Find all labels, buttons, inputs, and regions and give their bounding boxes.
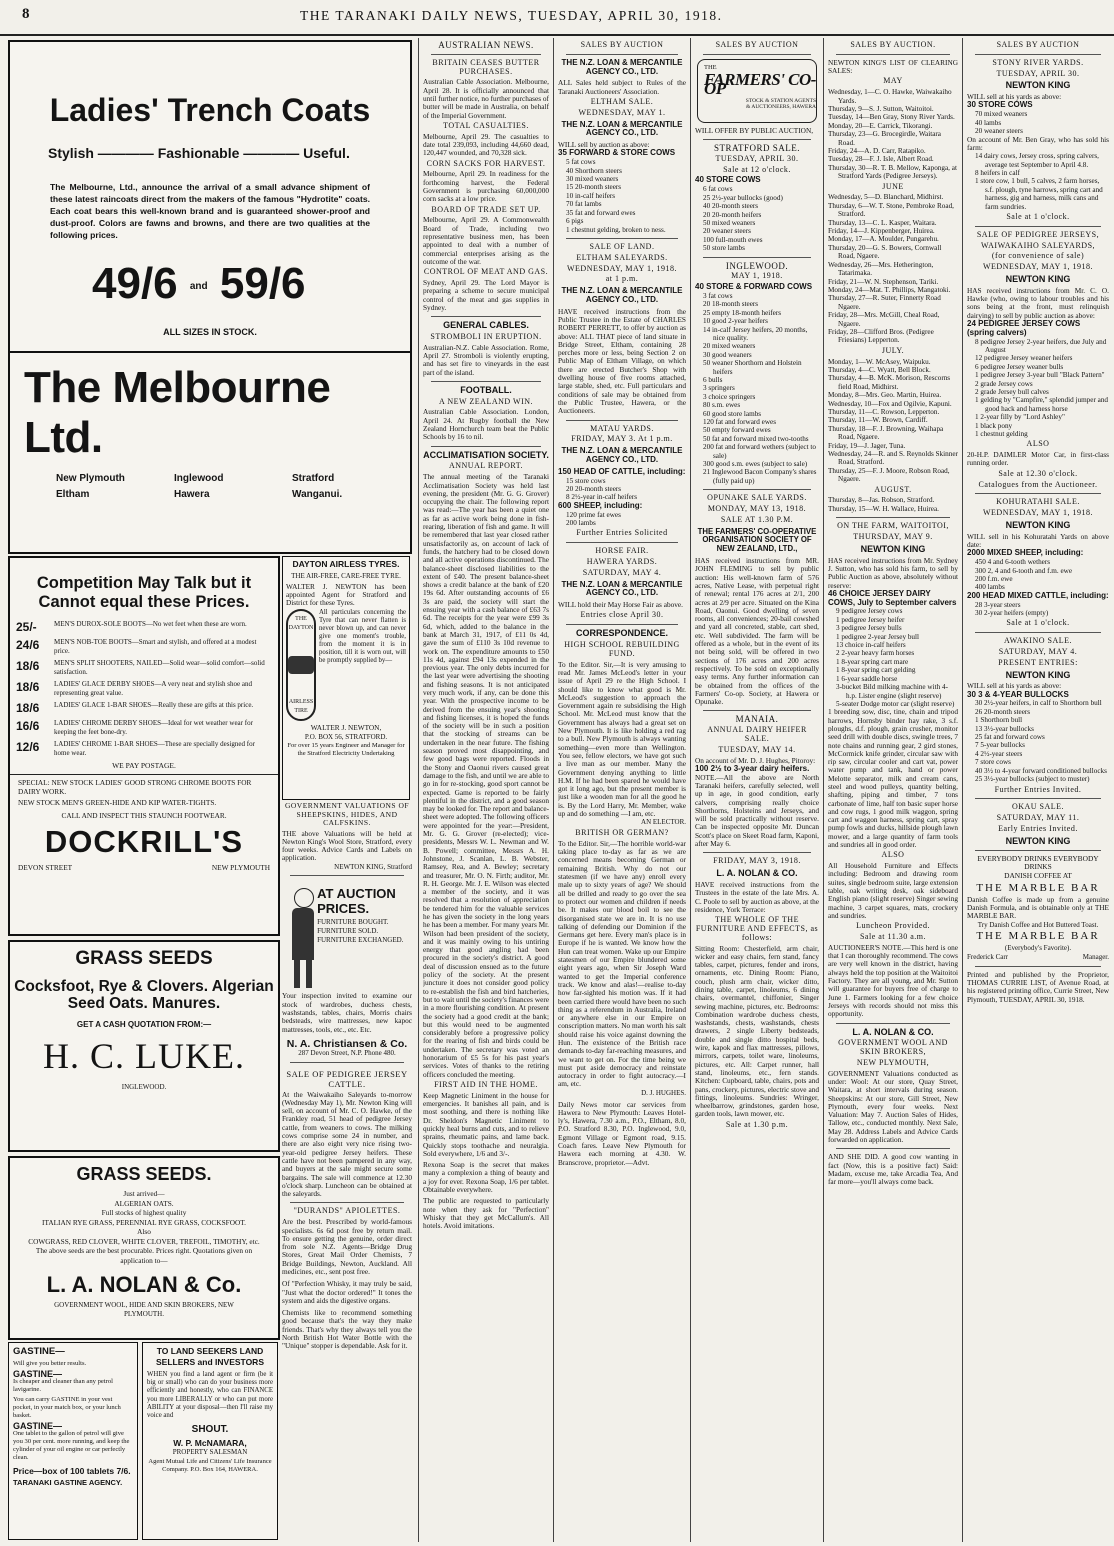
nolan-seeds-foot: GOVERNMENT WOOL, HIDE AND SKIN BROKERS, NEW PLYMOUTH.: [54, 1301, 234, 1318]
mcnamara-head: TO LAND SEEKERS LAND SELLERS and INVESTORS: [155, 1346, 264, 1367]
column-5: SALES BY AUCTION THE FARMERS' CO-OP STOCK & STATION AGENTS & AUCTIONEERS, HAWERA WILL OFFER BY PUBLIC AUCTION, STRATFORD SALE. TUESDAY, APRIL 30. Sale at 12 o'clock. 40 STORE COWS 6 fat cows 25 2½-year bullocks (good) 40 20-month steers 20 20-month heifers 50 mixed weaners 20 weaner steers 100 full-mouth ewes 50 store lambs INGLEWOOD. MAY 1, 1918. 40 STORE & FORWARD COWS 3 fat cows 20 18-month steers 25 empty 18-month heifers 10 good 2-year heifers 14 in-calf Jersey heifers, 20 months, nice quality. 20 mixed weaners 30 good weaners 50 weaner Shorthorn and Holstein heifers 6 bulls 3 springers 3 choice springers 80 s.m. ewes 60 good store lambs 120 fat and forward ewes 50 empty forward ewes 50 fat and forward mixed two-tooths 200 fat and forward wethers (subject to sale) 300 good s.m. ewes (subject to sale) 21 Inglewood Bacon Company's shares (fully paid up) OPUNAKE SALE YARDS. MONDAY, MAY 13, 1918. SALE AT 1.30 P.M. THE FARMERS' CO-OPERATIVE ORGANISATION SOCIETY OF NEW ZEALAND, LTD., HAS received instructions from MR. JOHN FLEMING to sell by public auction: His well-known farm of 576 acres, Native Lease, with perpetual right of renewal; rental 176 acres at 2/1, 200 acres at 2/9 per acre. Situated on the Kina Road, Oaonui. Good dwelling of seven rooms, all conveniences; 20-bail cowshed and yard all concreted, stable, cart shed, etc. Well subdivided. The farm will be offered as a whole, but in the event of its not being sold, will be offered in two sections of 176 acres and 200 acres respectively. To be sold on exceptionally easy terms. Any further information can be obtained from the offices of the Farmers' Co-op. Society, at Hawera or Opunake. MANAIA. ANNUAL DAIRY HEIFER SALE. TUESDAY, MAY 14. On account of Mr. D. J. Hughes, Pitoroy: 100 2½ to 3-year dairy heifers. NOTE.—All the above are North Taranaki heifers, carefully selected, well up in age, in good condition, early calvers, comprising really choice Shorthorns, Holsteins and Jerseys, and will be sold practically without reserve. Can be inspected opposite Mr. Duncan Scott's place on Skeet Road farm, Kaponi, after May 6. FRIDAY, MAY 3, 1918. L. A. NOLAN & CO. HAVE received instructions from the Trustees in the estate of the late Mrs. A. C. Poole to sell by auction as above, at the residence, York Terrace: THE WHOLE OF THE FURNITURE AND EFFECTS, as follows: Sitting Room: Chesterfield, arm chair, wicker and easy chairs, fern stand, fancy tables, carpet, pictures, fender and irons, ornaments, etc. Dining Room: Piano, couch, plush arm chair, wicker ditto, dining table, carpet, linoleums, 6 dining chairs, overmantel, chiffonier, Singer sewing machine, pictures, etc. Bedrooms: Combination wardrobe duchess chests, washstands, chests, washstands, chests drawers, 2 single Liberty bedsteads, double and single ditto hospital beds, wire, kapok and flax mattresses, pillows, mirrors, carpets, toilet ware, linoleums, pictures, etc. All: Carpet runner, hall stand, linoleums, etc., fern stands. Kitchen: Cupboard, table, chairs, pots and pans, crockery, pictures, electric stove and fittings, linoleums. Sundries: Wringer, wheelbarrow, grindstones, garden hose, garden tools, lawn mower, etc. Sale at 1.30 p.m.: [695, 40, 819, 1129]
corr-s2: BRITISH OR GERMAN?: [575, 828, 669, 838]
football-b1: Australian Cable Association. London, April 24. At Rugby football the New Zealand Hornchurch team beat the Public Schools by 16 to nil.: [423, 407, 549, 442]
nzloan-firm: THE N.Z. LOAN & MERCANTILE AGENCY CO., LTD.: [561, 286, 683, 304]
nolan-seeds-title: GRASS SEEDS.: [76, 1164, 212, 1184]
waitoitoi-lunch: Luncheon Provided.: [856, 921, 930, 931]
australian-s2: TOTAL CASUALTIES.: [443, 120, 529, 130]
dayton-name: WALTER J. NEWTON,: [310, 723, 382, 733]
durands-head: "DURANDS" APIOLETTES.: [293, 1206, 401, 1216]
newton-king-name: NEWTON KING: [1005, 273, 1071, 284]
newton-king-name: NEWTON KING: [860, 543, 926, 554]
farmers-logo: THE FARMERS' CO-OP STOCK & STATION AGENTS & AUCTIONEERS, HAWERA: [697, 59, 817, 123]
comp-new: NEW STOCK MEN'S GREEN-HIDE AND KIP WATER-TIGHTS.: [18, 798, 217, 807]
stony-yards: STONY RIVER YARDS.: [992, 57, 1084, 67]
govval-sig: NEWTON KING, Stratford: [334, 862, 412, 871]
trench-body: The Melbourne, Ltd., announce the arrival of a small advance shipment of these latest raincoats direct from the makers of the famous "Hydrotite" coats. Each coat bears this well-known brand and is guaranteed shower-proof and dust-proof. Colors are fawns and browns, and there are two qualities at the following prices.: [50, 182, 370, 240]
c7-head: SALES BY AUCTION: [996, 40, 1080, 49]
acclim-b1: The annual meeting of the Taranaki Acclimatisation Society was held last evening, the president (Mr. G. G. Grover) occupying the chair. The following report was read:—The year has been a quiet one as far as active work being done in fish-rearing, liberation of fish and game. It will be remembered that last year closed rather unsatisfactorily as, on account of lack of funds, the hatchery had to be closed down and all active operations discontinued. The balance-sheet disclosed liabilities to the extent of £40. The present balance-sheet shows a credit balance at the bank of £20 19s 6d. After outstanding accounts of £6 3s are paid, the society will start the ensuing year with a cash balance of £63 7s 6d. The receipts for the year were £99 3s 6d, which, added to the balance in the bank at March 31, 1917, of £11 0s 4d, gave the sum of £110 3s 10d revenue to work on. The expenditure amounts to £50 11s 4d, against £94 13s expended in the previous year. The only debts incurred for the last year were advertising the shooting and fishing seasons. It is not anticipated very much work, if any, can be done this year. With the prospective income to be derived from the ensuing year's shooting and fishing licenses, it is hoped the funds of the society will be in such a position that the stocking of streams can be undertaken in the near future. The fishing season proved most disappointing, and few good bags were reported. Floods in the Stony and Oaonui rivers caused great damage to the fish, and until we are able to go in for re-stocking, good sport cannot be expected. Game is reported to be fairly plentiful in the district, and a good season may be looked for. The report and balance-sheet were adopted. The following officers were appointed for the year:—President, Mr. G. G. Grover (re-elected); vice-presidents, Messrs W. L. Newman and W. B. Powell; committee, Messrs A. H. Johnstone, J. Scanlan, L. B. Webster, Ramsey, Rea, and A. Bewley; secretary and treasurer, Mr. O. N. Firth; auditor, Mr. R. H. George. Mr. J. E. Wilson was elected a member of the society, and it was resolved that a resolution of appreciation be tendered him for the valuable services he has given the society in the long years he has been a member. For many years Mr. Wilson had been president of the society, and it was mainly owing to his untiring energy that good angling had been procured in the society's district. A good deal of discussion ensued as to the future policy of the society. At the present juncture it does not consider good policy to re-establish the fish and bird hatcheries, but to wait until the society's finances were in a more flourishing condition. At present the society had a good credit at the bank; but this would need to be augmented considerably before a progressive policy for the rearing of fish and birds could be undertaken. The secretary was voted an honorarium of £5 5s for his past year's services. Votes of thanks to the retiring officers concluded the meeting.: [423, 472, 549, 1079]
ped-sub: WAIWAKAIHO SALEYARDS,: [980, 240, 1096, 250]
corr-head: CORRESPONDENCE.: [575, 628, 668, 639]
gray-time: Sale at 1 o'clock.: [1006, 211, 1070, 221]
gastine-ad: [8, 1342, 138, 1540]
mcnamara-name: W. P. McNAMARA,: [173, 1438, 247, 1449]
comp-special: SPECIAL: NEW STOCK LADIES' GOOD STRONG CHROME BOOTS FOR DAIRY WORK.: [18, 778, 252, 796]
stratford-lot: 40 STORE COWS: [695, 175, 761, 185]
ped-car: 20-H.P. DAIMLER Motor Car, in first-class running order.: [967, 450, 1109, 468]
melbourne-name: The Melbourne Ltd.: [24, 363, 331, 462]
c5-head: SALES BY AUCTION: [715, 40, 799, 49]
awakino-entries: PRESENT ENTRIES:: [998, 657, 1078, 667]
trench-title: Ladies' Trench Coats: [49, 92, 371, 128]
c6-head: SALES BY AUCTION.: [850, 40, 936, 49]
nolan-seeds-list: Just arrived— ALGERIAN OATS. Full stocks of highest quality ITALIAN RYE GRASS, PERENNIAL RYE GRASS, COCKSFOOT. Also COWGRASS, RED CLOVER, WHITE CLOVER, TREFOIL, TIMOTHY, etc. The above seeds are the best procurable. Prices right. Quotations given on application to—: [28, 1189, 260, 1265]
dayton-ad: [282, 556, 410, 800]
dayton-sub: THE AIR-FREE, CARE-FREE TYRE.: [291, 571, 401, 580]
christiansen-head: AT AUCTION PRICES.: [317, 886, 396, 917]
general-s1: STROMBOLI IN ERUPTION.: [430, 331, 542, 341]
gray-account: On account of Mr. Ben Gray, who has sold his farm:: [967, 134, 1109, 152]
dockrills-address: DEVON STREET NEW PLYMOUTH: [18, 862, 270, 872]
page-body: [0, 38, 1114, 1542]
manaia-acct: On account of Mr. D. J. Hughes, Pitoroy:: [695, 755, 816, 765]
koh-sale: KOHURATAHI SALE.: [996, 497, 1080, 507]
nk-june: JUNE: [882, 181, 904, 191]
acclim-s1: ANNUAL REPORT.: [448, 461, 524, 471]
luke-ad: [8, 940, 280, 1152]
melbourne-towns: New Plymouth Inglewood Stratford Eltham Hawera Wanganui.: [56, 473, 343, 500]
luke-products: Cocksfoot, Rye & Clovers. Algerian Seed Oats. Manures.: [14, 978, 274, 1012]
nolan-sale-body: HAVE received instructions from the Trustees in the estate of the late Mrs. A. C. Poole to sell by auction as above, at the residence, York Terrace:: [695, 879, 819, 914]
inglewood-date: MAY 1, 1918.: [731, 271, 783, 281]
horse-sub: HAWERA YARDS.: [586, 556, 658, 566]
australian-s5: CONTROL OF MEAT AND GAS.: [423, 267, 549, 277]
australian-head: AUSTRALIAN NEWS.: [438, 40, 534, 50]
nolan-sale-firm: L. A. NOLAN & CO.: [716, 868, 798, 879]
acclim-head: ACCLIMATISATION SOCIETY.: [423, 449, 549, 460]
nzloan-notice: ALL Sales held subject to Rules of the Taranaki Auctioneers' Association.: [558, 78, 686, 96]
printers-imprint: Printed and published by the Proprietor, THOMAS CURRIE LIST, of Avenue Road, at his registered printing office, Currie Street, New Plymouth, TUESDAY, APRIL 30, 1918.: [967, 969, 1109, 1004]
dayton-intro: WALTER J. NEWTON has been appointed Agent for Stratford and District for these Tyres.: [286, 581, 406, 608]
trench-prices: 49/6 and 59/6: [92, 259, 306, 308]
christiansen-body: Your inspection invited to examine our stock of wardrobes, duchess chests, washstands, tables, chairs, Morris chairs bedsteads, wire mattresses, new kapoc mattresses, tools, etc., etc. Etc.: [282, 991, 412, 1034]
stony-date: TUESDAY, APRIL 30.: [996, 68, 1080, 78]
koh-will: WILL sell in his Kohuratahi Yards on above date:: [967, 531, 1109, 550]
nzloan-will: WILL sell by auction as above:: [558, 140, 650, 150]
page-number: 8: [22, 6, 30, 22]
koh-date: WEDNESDAY, MAY 1, 1918.: [982, 508, 1094, 518]
corr-b2: To the Editor. Sir,—The horrible world-war taking place to-day as far as we are concerned means becoming German or remaining British. Why do not our statesmen (if we have any) enroll every male up to sixty years of age? We should all be drilled and ready to go over the sea to protect our women and children if needs be. It makes our blood boil to see the disorganised state we are in. It is no use talking of defending our Dominion if the Germans get here. Every man's place is in Europe if he is wanted. We know how the Hun can treat women. Wake up our Empire statesmen of our Empire blundered some eight years ago, when Sir Joseph Ward wanted to get the Imperial conference track. We know and alas!—realise to-day how far-sighted his motion was. If it had been carried there would have been no such thing as a referendum in Australia, Ireland or anywhere else in our Empire on conscription matters. No man worth his salt should raise his voice against downing the Hun. The existence of the British race demands to-day far-reaching measures, and we want to get on. For the time being we must put aside democracy and reinstate autocracy in order to fight autocracy.—I am, etc.: [558, 838, 686, 1089]
dayton-foot: For over 15 years Engineer and Manager for the Stratford Electricity Undertaking: [287, 742, 405, 757]
mcnamara-ad: [142, 1342, 278, 1540]
waitoitoi-time: Sale at 11.30 a.m.: [859, 932, 927, 942]
column-3: [423, 38, 549, 1542]
column-2c: [282, 800, 412, 1542]
opunake-date: MONDAY, MAY 13, 1918.: [707, 504, 807, 514]
stratford-date: TUESDAY, APRIL 30.: [715, 153, 799, 163]
ped-sale: SALE OF PEDIGREE JERSEYS,: [976, 229, 1100, 239]
manaia-sale: MANAIA.: [735, 714, 779, 725]
nk-aug: AUGUST.: [874, 484, 912, 494]
marble-try: Try Danish Coffee and Hot Buttered Toast.: [977, 920, 1099, 929]
durands-b3: Chemists like to recommend something good because that's the way they make friends. That's why they always tell you the North British Hot Water Bottle with the "Unique" stopper is dependable. Ask for it.: [282, 1308, 412, 1351]
australian-b2: Melbourne, April 29. The casualties to date total 239,093, including 44,660 dead, 120,447 wounded, and 70,328 sick.: [423, 131, 549, 158]
opunake-yards: OPUNAKE SALE YARDS.: [707, 493, 807, 503]
gastine-price: Price—box of 100 tablets 7/6.: [13, 1466, 131, 1476]
nk-may: MAY: [883, 76, 903, 86]
manaia-sub: ANNUAL DAIRY HEIFER SALE.: [707, 725, 807, 743]
luke-title: GRASS SEEDS: [75, 948, 213, 969]
okau-sale: OKAU SALE.: [1011, 802, 1065, 812]
australian-b5: Sydney, April 29. The Lord Mayor is preparing a scheme to secure municipal control of the meat and gas supplies in Sydney.: [423, 277, 549, 312]
nolan-sale-rooms: Sitting Room: Chesterfield, arm chair, wicker and easy chairs, fern stand, fancy tables, carpet, pictures, fender and irons, ornaments, etc. Dining Room: Piano, couch, plush arm chair, wicker ditto, dining table, carpet, linoleums, 6 dining chairs, overmantel, chiffonier, Singer sewing machine, pictures, etc. Bedrooms: Combination wardrobe duchess chests, washstands, chests, washstands, chests drawers, 2 single Liberty bedsteads, double and single ditto hospital beds, wire, kapok and flax mattresses, pillows, mirrors, carpets, toilet ware, linoleums, pictures, etc. All: Carpet runner, hall stand, linoleums, etc., fern stands. Kitchen: Cupboard, table, chairs, pots and pans, crockery, pictures, electric stove and fittings, linoleums. Sundries: Wringer, wheelbarrow, grindstones, garden hose, garden tools, lawn mower, etc.: [695, 943, 819, 1119]
land-sub: ELTHAM SALEYARDS.: [576, 252, 668, 262]
nolan-seeds-ad: [8, 1156, 280, 1340]
horse-fair: HORSE FAIR.: [595, 546, 649, 556]
pedjersey-head: SALE OF PEDIGREE JERSEY CATTLE.: [286, 1068, 408, 1089]
matau-further: Further Entries Solicited: [576, 528, 668, 538]
stony-will: WILL sell at his yards as above:: [967, 92, 1062, 102]
okau-invited: Early Entries Invited.: [998, 823, 1078, 833]
gastine-agency: TARANAKI GASTINE AGENCY.: [13, 1478, 123, 1487]
christiansen-name: N. A. Christiansen & Co.: [286, 1037, 408, 1050]
manaia-date: TUESDAY, MAY 14.: [718, 744, 796, 754]
nolan-valuations-sub: GOVERNMENT WOOL AND SKIN BROKERS,: [838, 1038, 948, 1057]
waitoitoi-lot: 46 CHOICE JERSEY DAIRY COWS, July to September calvers: [828, 588, 957, 607]
govval-head: GOVERNMENT VALUATIONS OF SHEEPSKINS, HIDES, AND CALFSKINS.: [284, 801, 410, 827]
acclim-b3: Rexona Soap is the secret that makes many a complexion a thing of beauty and a joy for ever. Rexona Soap, 1/6 per tablet. Obtainable everywhere.: [423, 1160, 549, 1194]
comp-price-list: [16, 620, 272, 757]
tyre-illustration: THE DAYTON AIRLESS TIRE: [286, 609, 316, 721]
australian-s1: BRITAIN CEASES BUTTER PURCHASES.: [432, 57, 540, 76]
ped-lot: 24 PEDIGREE JERSEY COWS (spring calvers): [967, 318, 1081, 337]
nolan-valuations-body: GOVERNMENT Valuations conducted as under: Wool: At our store, Quay Street, Waitara, at short intervals during season. Sheepskins: At our store, Gill Street, New Plymouth, every four weeks. Next Valuation: May 7. Auction Sales of Hides, Tallow, etc., conducted monthly. Next Sale, May 28. Address Labels and Advice Cards forwarded on application.: [828, 1068, 958, 1145]
eltham-date: WEDNESDAY, MAY 1.: [578, 107, 666, 117]
comp-postage: WE PAY POSTAGE.: [112, 761, 176, 770]
koh-lot1: 2000 MIXED SHEEP, including:: [967, 548, 1084, 558]
koh-lot2: 200 HEAD MIXED CATTLE, including:: [967, 590, 1109, 600]
comp-item: 24/6 MEN'S NOB-TOE BOOTS—Smart and stylish, and offered at a modest price.: [16, 638, 257, 655]
waitoitoi-farm: ON THE FARM, WAITOITOI,: [837, 521, 949, 531]
nzloan-firm: THE N.Z. LOAN & MERCANTILE AGENCY CO., LTD.: [561, 446, 683, 464]
marble-bar-name: THE MARBLE BAR: [976, 881, 1100, 894]
christiansen-ad: AT AUCTION PRICES. FURNITURE BOUGHT. FURNITURE SOLD. FURNITURE EXCHANGED.: [282, 886, 412, 990]
column-4: SALES BY AUCTION THE N.Z. LOAN & MERCANTILE AGENCY CO., LTD. ALL Sales held subject to Rules of the Taranaki Auctioneers' Association. ELTHAM SALE. WEDNESDAY, MAY 1. THE N.Z. LOAN & MERCANTILE AGENCY CO., LTD. WILL sell by auction as above: 35 FORWARD & STORE COWS 5 fat cows 40 Shorthorn steers 30 mixed weaners 15 20-month steers 10 in-calf heifers 70 fat lambs 35 fat and forward ewes 6 pigs 1 chestnut gelding, broken to ness. SALE OF LAND. ELTHAM SALEYARDS. WEDNESDAY, MAY 1, 1918. at 1 p.m. THE N.Z. LOAN & MERCANTILE AGENCY CO., LTD. HAVE received instructions from the Public Trustee in the Estate of CHARLES ROBERT PERRETT, to offer by auction as above: ALL THAT piece of land situate in Bridge Street, Eltham, containing 28 perches more or less, being Section 2 on Public Map of Eltham Village, on which there are erected Butcher's Shop with dwelling house of five rooms attached, large stable, shed, etc. Full particulars and conditions of sale may be obtained from the Public Trustee, Hawera, or the Auctioneers. MATAU YARDS. FRIDAY, MAY 3. At 1 p.m. THE N.Z. LOAN & MERCANTILE AGENCY CO., LTD. 150 HEAD OF CATTLE, including: 15 store cows 20 20-month steers 8 2½-year in-calf heifers 600 SHEEP, including: 120 prime fat ewes 200 lambs Further Entries Solicited HORSE FAIR. HAWERA YARDS. SATURDAY, MAY 4. THE N.Z. LOAN & MERCANTILE AGENCY CO., LTD. WILL hold their May Horse Fair as above. Entries close April 30. CORRESPONDENCE. HIGH SCHOOL REBUILDING FUND. To the Editor. Sir,—It is very amusing to read Mr. James McLeod's letter in your issue of April 29 re the High School. I should like to know what good is Mr. McLeod's suggestion to approach the Government again re subsidising the High School. Mr. McLeod must know that the Government has always had a great set on New Plymouth. It is like holding a red rag to a bull. New Plymouth is always wanting something—even more than Wellington. You see, fellow electors, we have got such a live man as our member. Many the Government denying anything to little H.M. If he had been spared he would have got it long ago, but the present member is just like a wooden man for all the good he is. By the Lord Harry, Mr. Member, wake up and do something —I am, etc. AN ELECTOR. BRITISH OR GERMAN? To the Editor. Sir,—The horrible world-war taking place to-day as far as we are concerned means becoming German or remaining British. Why do not our statesmen (if we have any) enroll every male up to sixty years of age? We should all be drilled and ready to go over the sea to protect our women and children if needs be. It makes our blood boil to see the disorganised state we are in. It is no use talking of defending our Dominion if the Germans get here. Every man's place is in Europe if he is wanted. We know how the Hun can treat women. Wake up our Empire statesmen of our Empire blundered some eight years ago, when Sir Joseph Ward wanted to get the Imperial conference track. We know and alas!—realise to-day how far-sighted his motion was. If it had been carried there would have been no such thing as a referendum in Australia, Ireland or anywhere else in our Empire on conscription matters. No man worth his salt should raise his voice against downing the Hun. The existence of the British race demands to-day far-reaching measures, and we want to get on. For the time being we must put aside democracy and reinstate autocracy in order to fight autocracy.—I am, etc. D. J. HUGHES. Daily News motor car services from Hawera to New Plymouth: Leaves Hotel-ly's, Hawera, 7.30 a.m., P.O., Eltham, 8.0, P.O. Stratford 8.30, P.O. Inglewood, 9.0, Egmont Village or Egmont road, 9.15. Coach fares. Leave New Plymouth for Hawera each morning at 4.30. W. Branscrove, proprietor.—Advt.: [558, 40, 686, 1167]
ped-sub2: (for convenience of sale): [991, 251, 1085, 261]
comp-item: 18/6 MEN'S SPLIT SHOOTERS, NAILED—Solid wear—solid comfort—solid satisfaction.: [16, 659, 265, 676]
waitoitoi-date: THURSDAY, MAY 9.: [853, 532, 933, 542]
corr-b3: Daily News motor car services from Hawera to New Plymouth: Leaves Hotel-ly's, Hawera, 7.30 a.m., P.O., Eltham, 8.0, P.O. Stratford 8.30, P.O. Inglewood, 9.0, Egmont Village or Egmont road, 9.15. Coach fares. Leave New Plymouth for Hawera each morning at 4.30. W. Branscrove, proprietor.—Advt.: [558, 1099, 686, 1167]
nk-list-title: NEWTON KING'S LIST OF CLEARING SALES:: [828, 57, 958, 76]
newton-king-name: NEWTON KING: [1005, 519, 1071, 530]
nzloan-firm: THE N.Z. LOAN & MERCANTILE AGENCY CO., LTD.: [561, 57, 683, 76]
christiansen-addr: 287 Devon Street, N.P. Phone 480.: [298, 1048, 396, 1057]
ped-body: HAS received instructions from Mr. C. O. Hawke (who, owing to labour troubles and his sons being at the front, must relinquish dairying) to sell by public auction as above:: [967, 285, 1109, 320]
awakino-further: Further Entries Invited.: [994, 784, 1082, 794]
opunake-time: SALE AT 1.30 P.M.: [720, 514, 794, 524]
dockrills-ad: [8, 556, 280, 936]
manaia-lot: 100 2½ to 3-year dairy heifers.: [695, 763, 810, 773]
waitoitoi-body: HAS received instructions from Mr. Sydney J. Sutton, who has sold his farm, to sell by Public Auction as above, absolutely without reserve:: [828, 555, 958, 590]
australian-b1: Australian Cable Association. Melbourne, April 28. It is officially announced that until further notice, no further purchases of butter will be made in Australia, on behalf of the Imperial Government.: [423, 77, 549, 120]
durands-b2: Of "Perfection Whisky, it may truly be said, "Just what the doctor ordered!" It tones the system and aids the digestive organs.: [282, 1279, 412, 1305]
acclim-b2: Keep Magnetic Liniment in the house for emergencies. It banishes all pain, and is most soothing, and there is nothing like Dr. Sheldon's Magnetic Liniment to quickly heal burns and cuts, and to relieve sprains, rheumatic pains, and lame back. Quickly stops toothache and neuralgia. Sold everywhere, 1/6 and 3/-.: [423, 1090, 549, 1158]
nolan-sale-date: FRIDAY, MAY 3, 1918.: [713, 856, 801, 866]
comp-item: 16/6 LADIES' CHROME DERBY SHOES—Ideal for wet weather wear for keeping the feet bone-dry.: [16, 719, 253, 736]
waitoitoi-also: ALSO: [881, 850, 905, 860]
marble-bar-name: THE MARBLE BAR: [976, 930, 1100, 943]
farmers-society: THE FARMERS' CO-OPERATIVE ORGANISATION SOCIETY OF NEW ZEALAND, LTD.,: [697, 526, 817, 554]
dayton-head: DAYTON AIRLESS TYRES.: [292, 559, 400, 569]
land-sale: SALE OF LAND.: [589, 241, 655, 251]
comp-item: 18/6 LADIES' GLACE DERBY SHOES—A very neat and stylish shoe and representing great value.: [16, 680, 252, 697]
horse-body: WILL hold their May Horse Fair as above.: [558, 600, 683, 610]
corr-b1: To the Editor. Sir,—It is very amusing to read Mr. James McLeod's letter in your issue of April 29 re the High School. I should like to know what good is Mr. McLeod's suggestion to approach the Government again re subsidising the High School. Mr. McLeod must know that the Government has always had a great set on New Plymouth. It is like holding a red rag to a bull. New Plymouth is always wanting something—even more than Wellington. You see, fellow electors, we have got such a live man as our member. Many the Government denying anything to little H.M. If he had been spared he would have got it long ago, but the present member is just like a wooden man for all the good he is. By the Lord Harry, Mr. Member, wake up and do something —I am, etc.: [558, 659, 686, 818]
matau-date: FRIDAY, MAY 3. At 1 p.m.: [571, 434, 673, 444]
nzloan-firm: THE N.Z. LOAN & MERCANTILE AGENCY CO., LTD.: [561, 119, 683, 138]
australian-s3: CORN SACKS FOR HARVEST.: [426, 158, 546, 168]
durands-body: Are the best. Prescribed by world-famous specialists. 6s 6d post free by return mail. To ensure getting the genuine, order direct from sole N.Z. Agents—Bridge Drug Stores, Great Mail Order Chemists, 7 Bridge Buildings, Newton, Auckland. All medicines, etc., sent post free.: [282, 1217, 412, 1276]
nolan-sale-whole: THE WHOLE OF THE FURNITURE AND EFFECTS, as follows:: [695, 915, 819, 942]
comp-title: Competition May Talk but it Cannot equal these Prices.: [36, 574, 252, 611]
stratford-sale: STRATFORD SALE.: [713, 143, 800, 154]
comp-item: 25/- MEN'S DUROX-SOLE BOOTS—No wet feet when these are worn.: [16, 620, 247, 634]
marble-drinks: EVERYBODY DRINKS EVERYBODY DRINKS: [977, 853, 1099, 872]
horse-date: SATURDAY, MAY 4.: [582, 567, 662, 577]
land-date: WEDNESDAY, MAY 1, 1918.: [566, 263, 678, 273]
nk-july: JULY.: [881, 345, 905, 355]
mcnamara-body: WHEN you find a land agent or firm (be it big or small) who can do your business more efficiently and honestly, who can FINANCE you more LIBERALLY or who can put more ABILITY at your disposal—then I'll raise my voice and: [147, 1371, 273, 1420]
australian-b4: Melbourne, April 29. A Commonwealth Board of Trade, including two representative business men, has been appointed to deal with a number of commercial enterprises arising as the outcome of the war.: [423, 215, 549, 266]
luke-name: H. C. LUKE.: [43, 1036, 245, 1076]
masthead: [0, 0, 1114, 36]
gastine-body: Will give you better results. GASTINE— Is cheaper and cleaner than any petrol lavigarine. You can carry GASTINE in your vest pocket, in your match box, or your lunch basket. GASTINE— One tablet to the gallon of petrol will give you 30 per cent. more running, and keep the cylinder of your oil engine or car perfectly clean.: [13, 1360, 130, 1461]
farmers-socbody: HAS received instructions from MR. JOHN FLEMING to sell by public auction: His well-known farm of 576 acres, Native Lease, with perpetual right of renewal; rental 176 acres at 2/1, 200 acres at 2/9 per acre. Situated on the Kina Road, Oaonui. Good dwelling of seven rooms, all conveniences; 20-bail cowshed and yard all concreted, stable, cart shed, etc. Well subdivided. The farm will be offered as a whole, but in the event of its not being sold, will be offered in two sections of 176 acres and 200 acres respectively. To be sold on exceptionally easy terms. Any further information can be obtained from the offices of the Farmers' Co-op. Society, at Hawera or Opunake.: [695, 556, 819, 707]
newton-king-name: NEWTON KING: [1005, 80, 1071, 91]
waitoitoi-implements: 1 breeding sow, disc, tine, chain and tripod harrows, Hornsby binder hay rake, 3 s.f. ploughs, d.f. plough, grain crusher, monitor seed drill with double discs, swingle trees, 7 note chains and running gear, 2 gird stones, McCormick knife grinder, circular saw with rip saw, circular cooler and cart vat, power water pump and tank, hand or power Melotte separator, milk and cream cans, steel and wood pulleys, quantity belting, shafting, piping and timber, 7 tons carbonate of lime, half ton basic super horse and cow rugs, 1 good milk waggon, spring cart and waggon harness, spring cart, spray pump fowls and ducks, hillside plough lawn mower, and a large quantity of farm tools and sundries all in good order.: [828, 707, 958, 850]
general-head: GENERAL CABLES.: [443, 320, 529, 331]
manaia-note: NOTE.—All the above are North Taranaki heifers, carefully selected, well up in age, in good condition, early calvers, comprising really choice Shorthorns, Holsteins and Jerseys, and will be sold practically without reserve. Can be inspected opposite Mr. Duncan Scott's place on Skeet Road farm, Kaponi, after May 6.: [695, 772, 819, 849]
awakino-date: SATURDAY, MAY 4.: [998, 646, 1078, 656]
dockrills-brand: DOCKRILL'S: [44, 823, 244, 859]
nolan-valuations-firm: L. A. NOLAN & CO.: [852, 1026, 934, 1037]
inglewood-lot: 40 STORE & FORWARD COWS: [695, 282, 813, 292]
column-7: SALES BY AUCTION STONY RIVER YARDS. TUESDAY, APRIL 30. NEWTON KING WILL sell at his yards as above: 30 STORE COWS 70 mixed weaners 40 lambs 20 weaner steers On account of Mr. Ben Gray, who has sold his farm: 14 dairy cows, Jersey cross, spring calvers, average test September to April 4.8. 8 heifers in calf 1 store cow, 1 bull, 5 calves, 2 farm horses, s.f. plough, tyne harrows, spring cart and harness, gig and harness, milk cans and farm sundries. Sale at 1 o'clock. SALE OF PEDIGREE JERSEYS, WAIWAKAIHO SALEYARDS, (for convenience of sale) WEDNESDAY, MAY 1, 1918. NEWTON KING HAS received instructions from Mr. C. O. Hawke (who, owing to labour troubles and his sons being at the front, must relinquish dairying) to sell by public auction as above: 24 PEDIGREE JERSEY COWS (spring calvers) 8 pedigree Jersey 2-year heifers, due July and August 12 pedigree Jersey weaner heifers 6 pedigree Jersey weaner bulls 1 pedigree Jersey 3-year bull "Black Pattern" 2 grade Jersey cows 2 grade Jersey bull calves 1 gelding by "Campfire," splendid jumper and good hack and harness horse 1 2-year filly by "Lord Ashley" 1 black pony 1 chestnut gelding ALSO 20-H.P. DAIMLER Motor Car, in first-class running order. Sale at 12.30 o'clock. Catalogues from the Auctioneer. KOHURATAHI SALE. WEDNESDAY, MAY 1, 1918. NEWTON KING WILL sell in his Kohuratahi Yards on above date: 2000 MIXED SHEEP, including: 450 4 and 6-tooth wethers 300 2, 4 and 6-tooth and f.m. ewe 200 f.m. ewe 400 lambs 200 HEAD MIXED CATTLE, including: 28 3-year steers 30 2-year heifers (empty) Sale at 1 o'clock. AWAKINO SALE. SATURDAY, MAY 4. PRESENT ENTRIES: NEWTON KING WILL sell at his yards as above: 30 3 & 4-YEAR BULLOCKS 30 2½-year heifers, in calf to Shorthorn bull 26 20-month steers 1 Shorthorn bull 13 3½-year bullocks 25 fat and forward cows 7 5-year bullocks 4 2½-year steers 7 store cows 40 3½ to 4-year forward conditioned bullocks 25 3½-year bullocks (subject to muster) Further Entries Invited. OKAU SALE. SATURDAY, MAY 11. Early Entries Invited. NEWTON KING EVERYBODY DRINKS EVERYBODY DRINKS DANISH COFFEE AT THE MARBLE BAR Danish Coffee is made up from a genuine Danish Formula, and is obtainable only at THE MARBLE BAR. Try Danish Coffee and Hot Buttered Toast. THE MARBLE BAR (Everybody's Favorite). Frederick Carr Manager. Printed and published by the Proprietor, THOMAS CURRIE LIST, of Avenue Road, at his registered printing office, Currie Street, New Plymouth, TUESDAY, APRIL 30, 1918.: [967, 40, 1109, 1004]
comp-item: 12/6 LADIES' CHROME 1-BAR SHOES—These are specially designed for home wear.: [16, 740, 255, 757]
okau-date: SATURDAY, MAY 11.: [996, 813, 1080, 823]
ped-date: WEDNESDAY, MAY 1, 1918.: [982, 262, 1094, 272]
comp-item: 18/6 LADIES' GLACE 1-BAR SHOES—Really these are gifts at this price.: [16, 701, 254, 715]
nzloan-firm: THE N.Z. LOAN & MERCANTILE AGENCY CO., LTD.: [561, 579, 683, 598]
football-head: FOOTBALL.: [460, 384, 512, 395]
trench-sizes: ALL SIZES IN STOCK.: [163, 327, 257, 337]
awakino-will: WILL sell at his yards as above:: [967, 681, 1062, 691]
marble-body: Danish Coffee is made up from a genuine Danish Formula, and is obtainable only at THE MARBLE BAR.: [967, 894, 1109, 921]
eltham-sale: ELTHAM SALE.: [590, 96, 654, 106]
comp-call: CALL AND INSPECT THIS STAUNCH FOOTWEAR.: [61, 810, 227, 820]
dayton-addr: P.O. BOX 56, STRATFORD.: [304, 733, 388, 742]
land-body: HAVE received instructions from the Public Trustee in the Estate of CHARLES ROBERT PERRETT, to offer by auction as above: ALL THAT piece of land situate in Bridge Street, Eltham, containing 28 perches more or less, being Section 2 on Public Map of Eltham Village, on which there are erected Butcher's Shop with dwelling house of five rooms attached, large stable, shed, etc. Full particulars and conditions of sale may be obtained from the Public Trustee, Hawera, or the Auctioneers.: [558, 306, 686, 416]
nzloan-lot1: 35 FORWARD & STORE COWS: [558, 148, 676, 158]
matau-yards: MATAU YARDS.: [590, 423, 654, 433]
c4-head: SALES BY AUCTION: [580, 40, 664, 49]
ped-time: Sale at 12.30 o'clock.: [998, 468, 1078, 478]
auctioneer-figure-icon: [282, 886, 313, 990]
matau-lot3: 600 SHEEP, including:: [558, 500, 643, 510]
nolan-sale-time: Sale at 1.30 p.m.: [725, 1119, 789, 1129]
pedjersey-body: At the Waiwakaiho Saleyards to-morrow (Wednesday May 1), Mr. Newton King will sell, on account of Mr. C. O. Hawke, of the Frankley road, 51 head of pedigree Jersey cattle, from weaners to cows. The milking cows comprise some 24 in number, and there are also eight very nice rising two-year-old pedigree Jersey heifers. These cattle have not been pampered in any way, and buyers at the sale might secure some bargains. The sale will commence at 12.30 o'clock sharp. Luncheon can be obtained at the saleyards.: [282, 1089, 412, 1199]
arcadia-tea-verse: AND SHE DID. A good cow wanting in fact (Now, this is a positive fact) Said: Madam, excuse me, take Arcadia Tea, And far more—you'll always come back.: [828, 1152, 958, 1187]
dayton-side: All particulars concerning the Tyre that can never flatten is never blown up, and can never give one moment's trouble, from the moment it is in position, till it is worn out, will be promptly supplied by—: [319, 609, 406, 665]
waitoitoi-house: All Household Furniture and Effects including: Bedroom and drawing room suites, single bedroom suite, large extension table, oak writing desk, oak sideboard English piano (slight reserve) Singer sewing machine, 3 carpet squares, mats, crockery and sundries.: [828, 861, 958, 920]
australian-s4: BOARD OF TRADE SET UP.: [431, 204, 541, 214]
marble-fav: (Everybody's Favorite).: [1004, 944, 1072, 953]
australian-b3: Melbourne, April 29. In readiness for the forthcoming harvest, the Federal Government is purchasing 60,000,000 corn sacks at a low price.: [423, 169, 549, 204]
corr-sig1: AN ELECTOR.: [641, 818, 686, 827]
newton-king-name: NEWTON KING: [1005, 835, 1071, 846]
acclim-s2: FIRST AID IN THE HOME.: [434, 1079, 538, 1089]
football-s1: A NEW ZEALAND WIN.: [438, 396, 534, 406]
awakino-sale: AWAKINO SALE.: [1003, 636, 1073, 646]
matau-lot2: 150 HEAD OF CATTLE, including:: [558, 466, 686, 476]
inglewood-sale: INGLEWOOD.: [725, 260, 789, 271]
govval-body: THE above Valuations will be held at Newton King's Wool Store, Stratford, every four weeks. Advice Cards and Labels on application.: [282, 828, 412, 863]
waitoitoi-note: AUCTIONEER'S NOTE.—This herd is one that I can thoroughly recommend. The cows are very well known in the district, having always held the top position at the Waitoitoi Factory. They are all young, and Mr. Sutton will guarantee for buyers free of charge to June 1. Farmers looking for a few choice Jerseys with records should not miss this opportunity.: [828, 942, 958, 1019]
corr-s1: HIGH SCHOOL REBUILDING FUND.: [564, 640, 680, 658]
nolan-valuations-town: NEW PLYMOUTH,: [856, 1057, 930, 1067]
land-time: at 1 p.m.: [605, 274, 639, 284]
newton-king-name: NEWTON KING: [1005, 669, 1071, 680]
stony-lot: 30 STORE COWS: [967, 100, 1033, 110]
luke-quote: GET A CASH QUOTATION FROM:—: [76, 1020, 212, 1029]
corr-sig2: D. J. HUGHES.: [641, 1088, 686, 1097]
luke-town: INGLEWOOD.: [121, 1083, 167, 1091]
farmers-offer: WILL OFFER BY PUBLIC AUCTION,: [695, 125, 814, 135]
stratford-time: Sale at 12 o'clock.: [723, 164, 791, 174]
nolan-seeds-name: L. A. NOLAN & Co.: [46, 1272, 242, 1297]
marble-danish: DANISH COFFEE AT: [1004, 871, 1072, 881]
newspaper-title: THE TARANAKI DAILY NEWS, TUESDAY, APRIL 30, 1918.: [300, 8, 723, 23]
ped-also: ALSO: [1026, 439, 1050, 449]
horse-entries: Entries close April 30.: [580, 610, 664, 620]
mcnamara-foot: Agent Mutual Life and Citizens' Life Insurance Company. P.O. Box 164, HAWERA.: [148, 1458, 272, 1474]
marble-manager: Frederick Carr Manager.: [967, 952, 1109, 961]
general-b1: Australian-N.Z. Cable Association. Rome, April 27. Stromboli is violently erupting, and has set fire to vineyards in the east part of the island.: [423, 342, 549, 377]
mcnamara-shout: SHOUT.: [191, 1424, 229, 1436]
trench-tagline: Stylish ———— Fashionable ———— Useful.: [48, 145, 350, 161]
acclim-b4: The public are requested to particularly note when they ask for "Perfection" Whisky that they get McCallum's. All hotels. Avoid imitations.: [423, 1196, 549, 1231]
gastine-head: GASTINE—: [13, 1346, 65, 1357]
column-6: SALES BY AUCTION. NEWTON KING'S LIST OF CLEARING SALES: MAY Wednesday, 1—C. O. Hawke, Waiwakaiho Yards. Thursday, 9—S. J. Sutton, Waitoitoi. Tuesday, 14—Ben Gray, Stony River Yards. Monday, 20—E. Carrick, Tikorangi. Thursday, 23—G. Brocegirdle, Waitara Road. Friday, 24—A. D. Carr, Ratapiko. Tuesday, 28—F. J. Isle, Albert Road. Thursday, 30—R. T. B. Mellow, Kaponga, at Stratford Yards (Pedigree Jerseys). JUNE Wednesday, 5—D. Blanchard, Midhirst. Thursday, 6—W. T. Stone, Pembroke Road, Stratford. Thursday, 13—C. L. Kasper, Waitara. Friday, 14—J. Kippenberger, Huirea. Monday, 17—A. Moulder, Pungarehu. Thursday, 20—G. S. Bowers, Cornwall Road, Ngaere. Wednesday, 26—Mrs. Hetherington, Tatarimaka. Friday, 21—W. N. Stephenson, Tariki. Monday, 24—Mat. T. Phillips, Mangatoki. Thursday, 27—R. Suter, Finnerty Road Ngaere. Friday, 28—Mrs. McGill, Cheal Road, Ngaere. Friday, 28—Clifford Bros. (Pedigree Friesians) Lepperton. JULY. Monday, 1—W. McAsey, Waipuku. Thursday, 4—C. Wyatt, Bell Block. Thursday, 4—B. McK. Morison, Rescorns field Road, Midhirst. Monday, 8—Mrs. Geo. Martin, Huirea. Wednesday, 10—Fox and Ogilvie, Kapuni. Thursday, 11—C. Rowson, Lepperton. Thursday, 11—W. Brown, Cardiff. Thursday, 18—F. J. Browning, Waihapa Road, Ngaere. Friday, 19—J. Jager, Tuna. Wednesday, 24—R. and S. Reynolds Skinner Road, Stratford. Thursday, 25—F. J. Moore, Robson Road, Ngaere. AUGUST. Thursday, 8—Jas. Robson, Stratford. Thursday, 15—W. H. Wallace, Huirea. ON THE FARM, WAITOITOI, THURSDAY, MAY 9. NEWTON KING HAS received instructions from Mr. Sydney J. Sutton, who has sold his farm, to sell by Public Auction as above, absolutely without reserve: 46 CHOICE JERSEY DAIRY COWS, July to September calvers 9 pedigree Jersey cows 1 pedigree Jersey heifer 3 pedigree Jersey bulls 1 pedigree 2-year Jersey bull 13 choice in-calf heifers 2 2-year heavy farm horses 1 8-year spring cart mare 1 8-year spring cart gelding 1 6-year saddle horse 3-bucket Bild milking machine with 4-h.p. Lister engine (slight reserve) 5-seater Dodge motor car (slight reserve) 1 breeding sow, disc, tine, chain and tripod harrows, Hornsby binder hay rake, 3 s.f. ploughs, d.f. plough, grain crusher, monitor seed drill with double discs, swingle trees, 7 note chains and running gear, 2 gird stones, McCormick knife grinder, circular saw with rip saw, circular cooler and cart vat, power water pump and tank, hand or power Melotte separator, milk and cream cans, steel and wood pulleys, quantity belting, shafting, piping and timber, 7 tons carbonate of lime, half ton basic super horse and cow rugs, 1 good milk waggon, spring cart and waggon harness, spring cart, spray pump fowls and ducks, hillside plough lawn mower, and a large quantity of farm tools and sundries all in good order. ALSO All Household Furniture and Effects including: Bedroom and drawing room suites, single bedroom suite, large extension table, oak writing desk, oak sideboard English piano (slight reserve) Singer sewing machine, 3 carpet squares, mats, crockery and sundries. Luncheon Provided. Sale at 11.30 a.m. AUCTIONEER'S NOTE.—This herd is one that I can thoroughly recommend. The cows are very well known in the district, having always held the top position at the Waitoitoi Factory. They are all young, and Mr. Sutton will guarantee for buyers free of charge to June 1. Farmers looking for a few choice Jerseys with records should not miss this opportunity. L. A. NOLAN & CO. GOVERNMENT WOOL AND SKIN BROKERS, NEW PLYMOUTH, GOVERNMENT Valuations conducted as under: Wool: At our store, Quay Street, Waitara, at short intervals during season. Sheepskins: At our store, Gill Street, New Plymouth, every four weeks. Next Valuation: May 7. Auction Sales of Hides, Tallow, etc., conducted monthly. Next Sale, May 28. Address Labels and Advice Cards forwarded on application. AND SHE DID. A good cow wanting in fact (Now, this is a positive fact) Said: Madam, excuse me, take Arcadia Tea, And far more—you'll always come back.: [828, 40, 958, 1187]
mcnamara-role: PROPERTY SALESMAN: [172, 1448, 248, 1457]
koh-time: Sale at 1 o'clock.: [1006, 618, 1070, 628]
awakino-lot: 30 3 & 4-YEAR BULLOCKS: [967, 689, 1069, 699]
ped-catalogues: Catalogues from the Auctioneer.: [978, 479, 1098, 489]
